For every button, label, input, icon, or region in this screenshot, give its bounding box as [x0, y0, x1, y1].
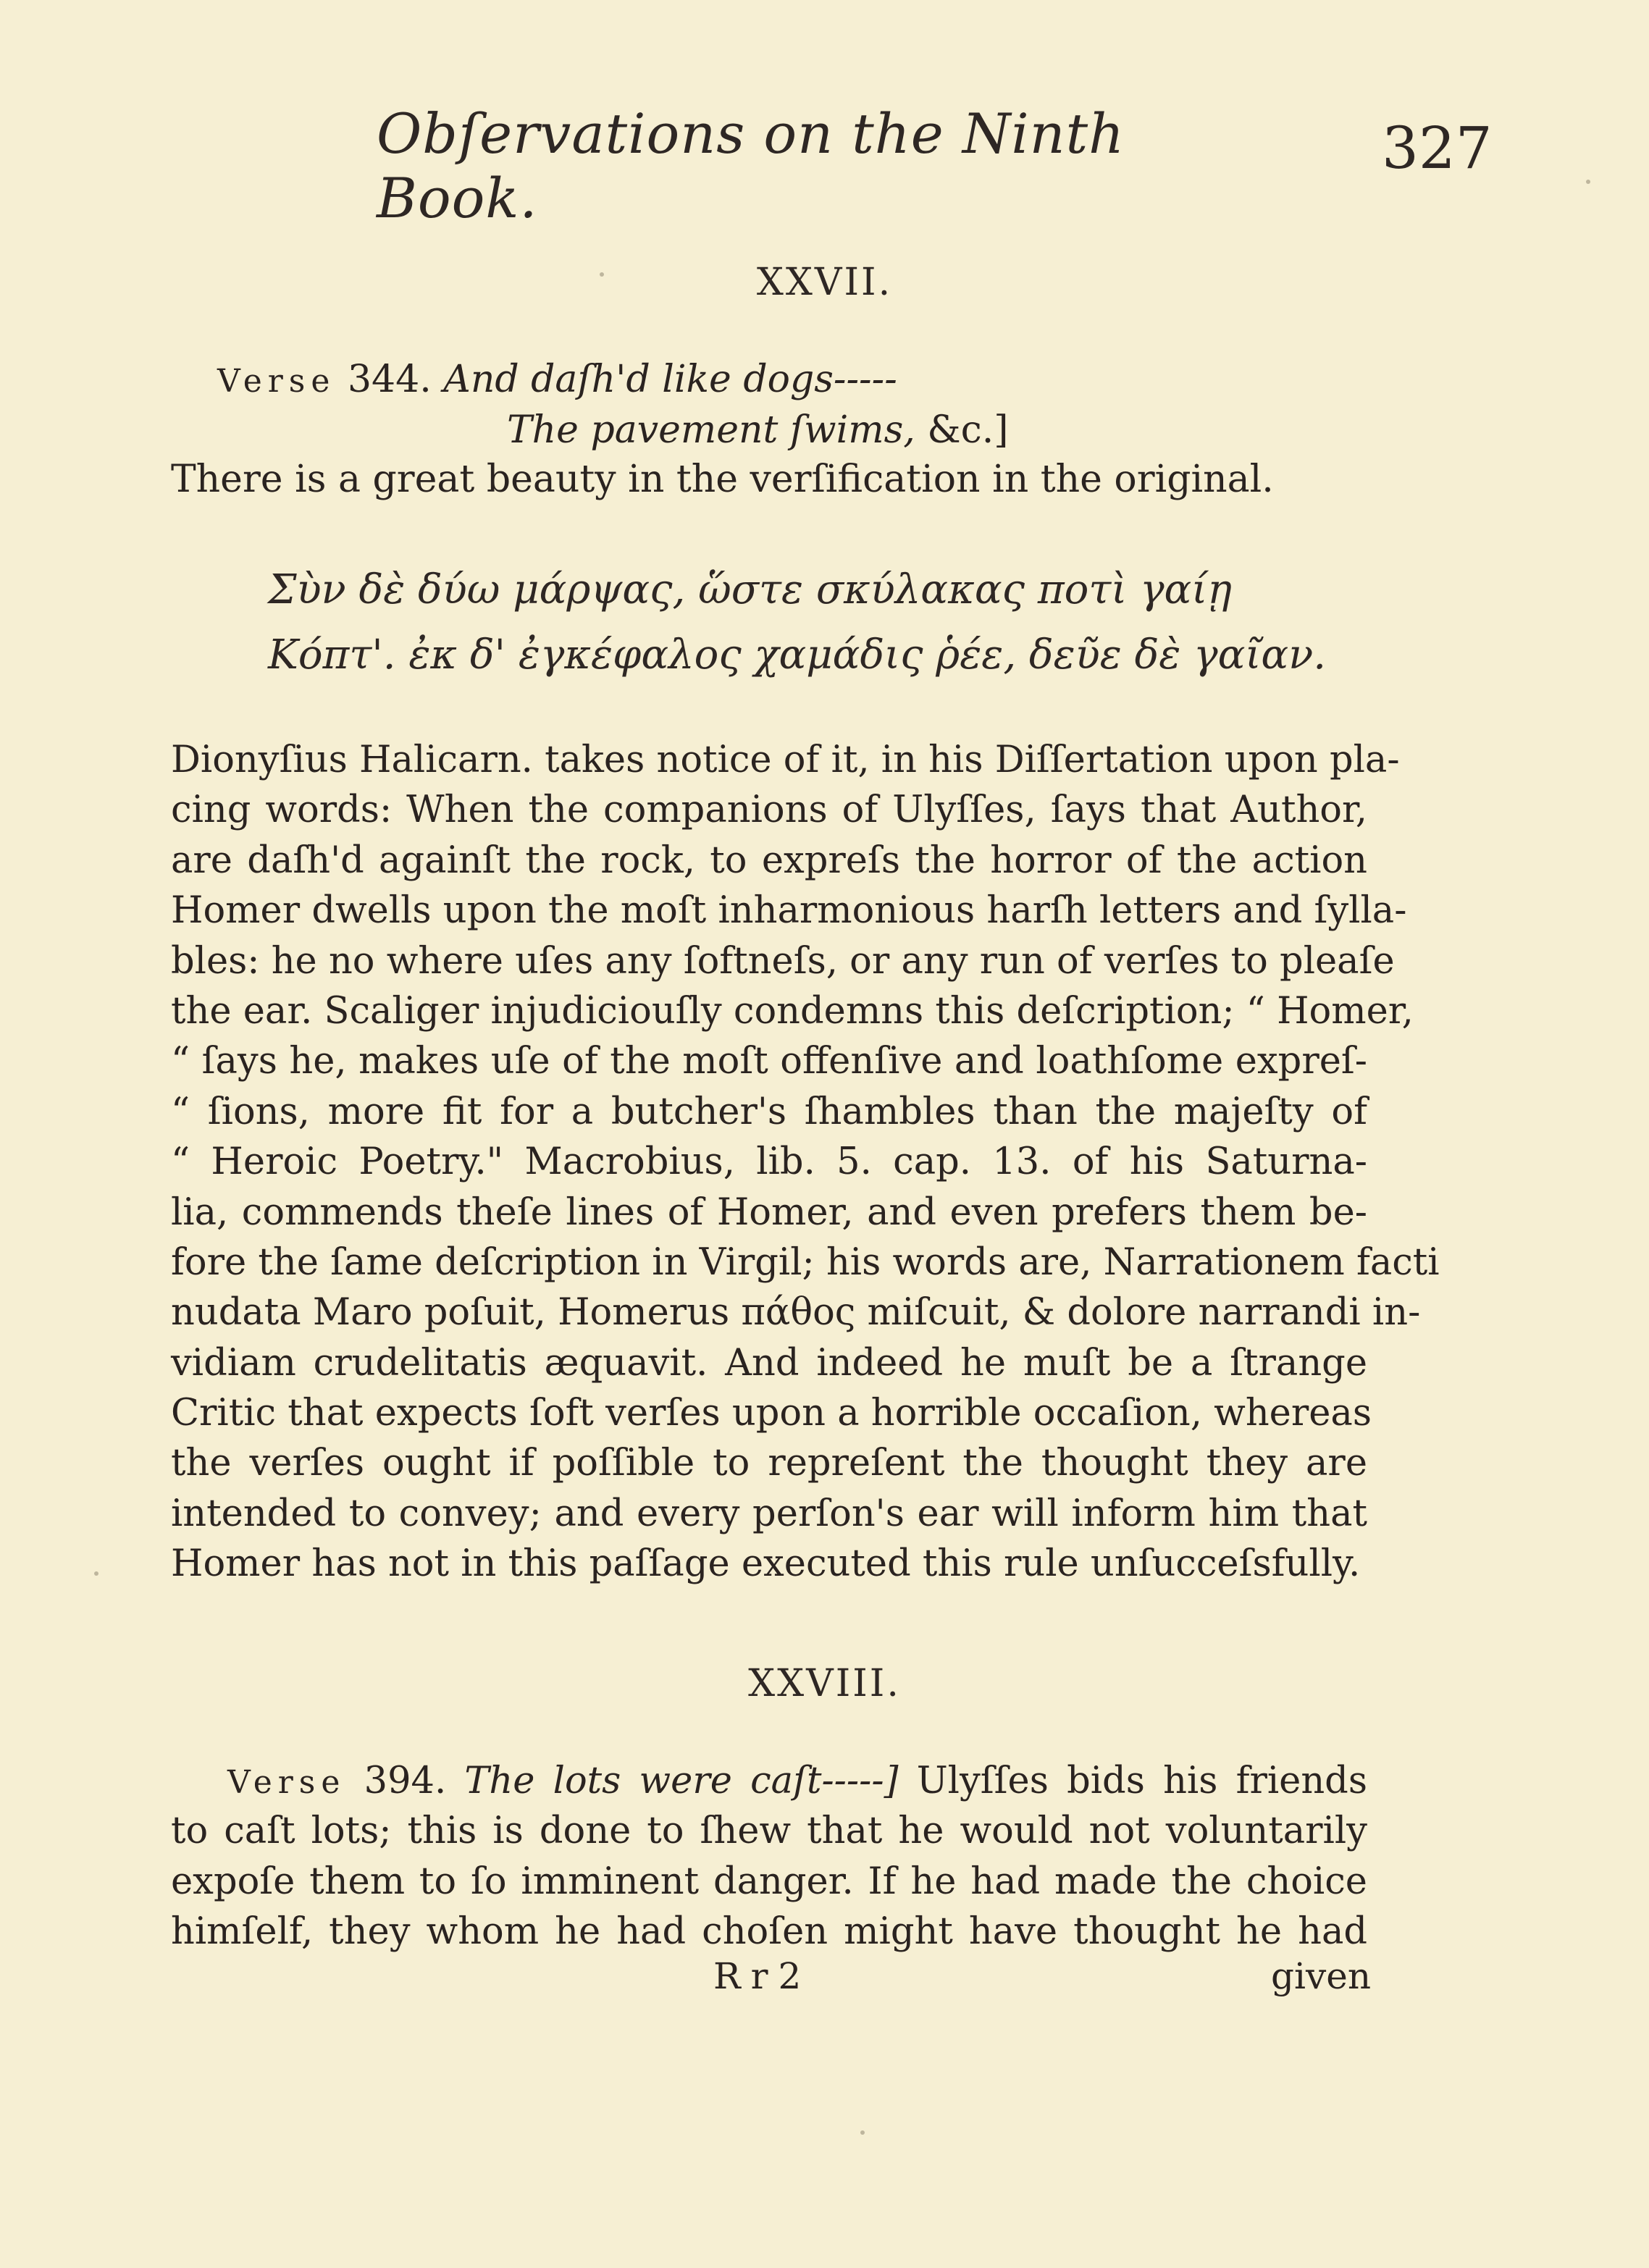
verse-number: 394. [364, 1760, 447, 1802]
verse-quote: The lots were caſt-----] [464, 1760, 899, 1802]
verse-label: Verse [227, 1764, 346, 1801]
commentary-paragraph-27 [171, 735, 1440, 1589]
section-number-28: XXVIII. [748, 1662, 901, 1705]
text-line: fore the ſame deſcription in Virgil; his words are, Narrationem facti [171, 1240, 1440, 1284]
text-line: lia, commends theſe lines of Homer, and even prefers them be- [171, 1190, 1367, 1234]
text-line: the verſes ought if poſſible to repreſent the thought they are [171, 1442, 1367, 1485]
text-line: “ Heroic Poetry." Macrobius, lib. 5. cap. 13. of his Saturna- [171, 1141, 1367, 1184]
text-line: Dionyſius Halicarn. takes notice of it, in his Diſſertation upon pla- [171, 739, 1400, 781]
intro-sentence: There is a great beauty in the verſification in the original. [171, 458, 1274, 501]
text-line: nudata Maro poſuit, Homerus πάθος miſcuit, & dolore narrandi in- [171, 1291, 1421, 1335]
text-line: himſelf, they whom he had choſen might have thought he had [171, 1910, 1367, 1954]
text-line: “ ſions, more fit for a butcher's ſhambles than the majeſty of [171, 1090, 1367, 1133]
text-line: are daſh'd againſt the rock, to expreſs the horror of the action [171, 839, 1367, 882]
paper-speck [600, 272, 604, 277]
text-line: cing words: When the companions of Ulyſſes, ſays that Author, [171, 789, 1367, 832]
verse-reference-27 [217, 356, 897, 405]
catchword: given [1271, 1955, 1372, 1997]
paper-speck [94, 1571, 98, 1576]
text-line: Homer has not in this paſſage executed this rule unſucceſsfully. [171, 1542, 1361, 1586]
text-line: the ear. Scaliger injudiciouſly condemns this deſcription; “ Homer, [171, 989, 1414, 1033]
verse-quote-tail: &c.] [927, 408, 1009, 452]
verse-quote-27-line-2 [507, 407, 1009, 453]
text-line: Ulyſſes bids his friends [916, 1760, 1368, 1802]
verse-quote-line-1: And daſh'd like dogs----- [443, 358, 897, 401]
running-title: Obſervations on the Ninth Book. [377, 101, 1125, 230]
verse-number: 344. [347, 358, 432, 401]
text-line: Critic that expects ſoft verſes upon a horrible occaſion, whereas [171, 1392, 1372, 1435]
text-line: expoſe them to ſo imminent danger. If he had made the choice [171, 1860, 1367, 1903]
text-line: to caſt lots; this is done to ſhew that he would not voluntarily [171, 1810, 1367, 1853]
greek-verse-line-1: Σὺν δὲ δύω μάρψας, ὥστε σκύλακας ποτὶ γαίῃ [268, 566, 1232, 613]
text-line: vidiam crudelitatis æquavit. And indeed he muſt be a ſtrange [171, 1341, 1367, 1385]
paper-speck [1586, 180, 1590, 184]
page-number: 327 [1382, 114, 1493, 182]
verse-label: Verse [217, 363, 336, 400]
section-number-27: XXVII. [756, 261, 893, 304]
verse-reference-28 [171, 1756, 1367, 1806]
commentary-paragraph-28 [171, 1756, 1367, 1957]
verse-quote-line-2: The pavement ſwims, [507, 408, 915, 452]
greek-verse-line-2: Κόπτ'. ἐκ δ' ἐγκέφαλος χαμάδις ῥέε, δεῦε δὲ γαῖαν. [268, 631, 1327, 679]
paper-speck [860, 2130, 865, 2135]
text-line: intended to convey; and every perſon's ear will inform him that [171, 1492, 1367, 1535]
text-line: Homer dwells upon the moſt inharmonious harſh letters and ſylla- [171, 889, 1407, 933]
signature-mark: Rr2 [713, 1955, 812, 1997]
text-line: bles: he no where uſes any ſoftneſs, or any run of verſes to pleaſe [171, 939, 1395, 983]
text-line: “ ſays he, makes uſe of the moſt offenſive and loathſome expreſ- [171, 1040, 1367, 1083]
